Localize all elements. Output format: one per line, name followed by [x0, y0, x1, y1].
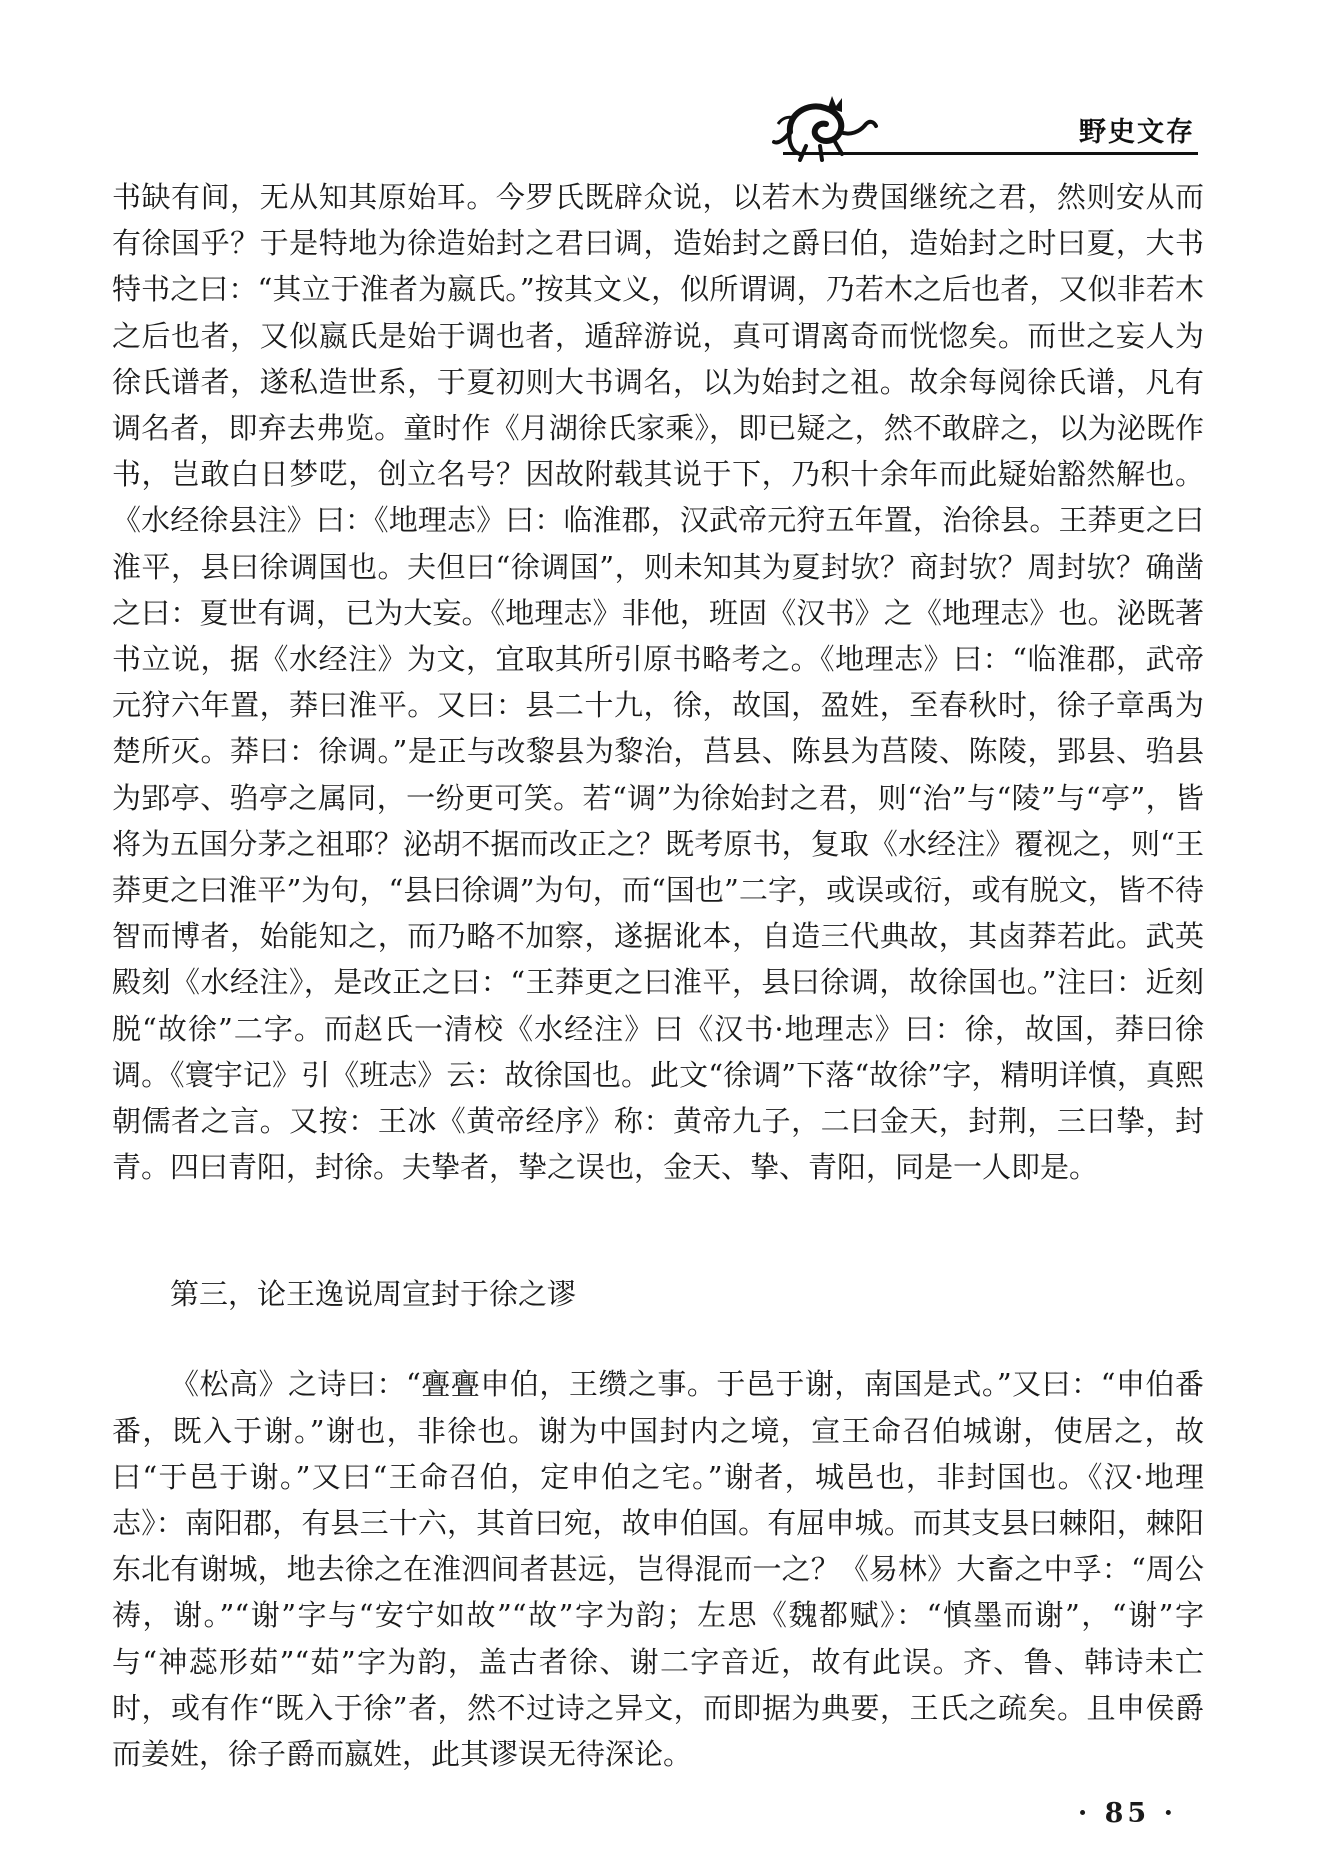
body-paragraph: 《松高》之诗曰：“亹亹申伯，王缵之事。于邑于谢，南国是式。”又曰：“申伯番番，既入于谢。”谢也，非徐也。谢为中国封内之境，宣王命召伯城谢，使居之，故曰“于邑于谢。”又曰“王命召伯，定申伯之宅。”谢者，城邑也，非封国也。《汉·地理志》：南阳郡，有县三十六，其首曰宛，故申伯国。有屈申城。而其支县曰棘阳，棘阳东北有谢城，地去徐之在淮泗间者甚远，岂得混而一之？《易林》大畜之中孚：“周公祷，谢。”“谢”字与“安宁如故”“故”字为韵；左思《魏都赋》：“慎墨而谢”，“谢”字与“神蕊形茹”“茹”字为韵，盖古者徐、谢二字音近，故有此误。齐、鲁、韩诗未亡时，或有作“既入于徐”者，然不过诗之异文，而即据为典要，王氏之疏矣。且申侯爵而姜姓，徐子爵而嬴姓，此其谬误无待深论。: [112, 1367, 1204, 1772]
page-number: · 85 ·: [1077, 1798, 1177, 1829]
page-body: [112, 174, 1204, 1777]
body-paragraph: 书缺有间，无从知其原始耳。今罗氏既辟众说，以若木为费国继统之君，然则安从而有徐国乎？于是特地为徐造始封之君曰调，造始封之爵曰伯，造始封之时曰夏，大书特书之曰：“其立于淮者为嬴氏。”按其文义，似所谓调，乃若木之后也者，又似非若木之后也者，又似嬴氏是始于调也者，遁辞游说，真可谓离奇而恍惚矣。而世之妄人为徐氏谱者，遂私造世系，于夏初则大书调名，以为始封之祖。故余每阅徐氏谱，凡有调名者，即弃去弗览。童时作《月湖徐氏家乘》，即已疑之，然不敢辟之，以为泌既作书，岂敢白日梦呓，创立名号？因故附载其说于下，乃积十余年而此疑始豁然解也。《水经徐县注》曰：《地理志》曰：临淮郡，汉武帝元狩五年置，治徐县。王莽更之曰淮平，县曰徐调国也。夫但曰“徐调国”，则未知其为夏封欤？商封欤？周封欤？确凿之曰：夏世有调，已为大妄。《地理志》非他，班固《汉书》之《地理志》也。泌既著书立说，据《水经注》为文，宜取其所引原书略考之。《地理志》曰：“临淮郡，武帝元狩六年置，莽曰淮平。又曰：县二十九，徐，故国，盈姓，至春秋时，徐子章禹为楚所灭。莽曰：徐调。”是正与改黎县为黎治，莒县、陈县为莒陵、陈陵，郢县、驺县为郢亭、驺亭之属同，一纷更可笑。若“调”为徐始封之君，则“治”与“陵”与“亭”，皆将为五国分茅之祖耶？泌胡不据而改正之？既考原书，复取《水经注》覆视之，则“王莽更之曰淮平”为句，“县曰徐调”为句，而“国也”二字，或误或衍，或有脱文，皆不待智而博者，始能知之，而乃略不加察，遂据讹本，自造三代典故，其卤莽若此。武英殿刻《水经注》，是改正之曰：“王莽更之曰淮平，县曰徐调，故徐国也。”注曰：近刻脱“故徐”二字。而赵氏一清校《水经注》曰《汉书·地理志》曰：徐，故国，莽曰徐调。《寰宇记》引《班志》云：故徐国也。此文“徐调”下落“故徐”字，精明详慎，真熙朝儒者之言。又按：王冰《黄帝经序》称：黄帝九子，二曰金天，封荆，三曰挚，封青。四曰青阳，封徐。夫挚者，挚之误也，金天、挚、青阳，同是一人即是。: [112, 180, 1204, 1185]
section-heading: 第三，论王逸说周宣封于徐之谬: [170, 1277, 577, 1312]
header-title: 野史文存: [1079, 117, 1195, 148]
running-header: [0, 0, 1323, 170]
header-divider: [783, 152, 1198, 155]
